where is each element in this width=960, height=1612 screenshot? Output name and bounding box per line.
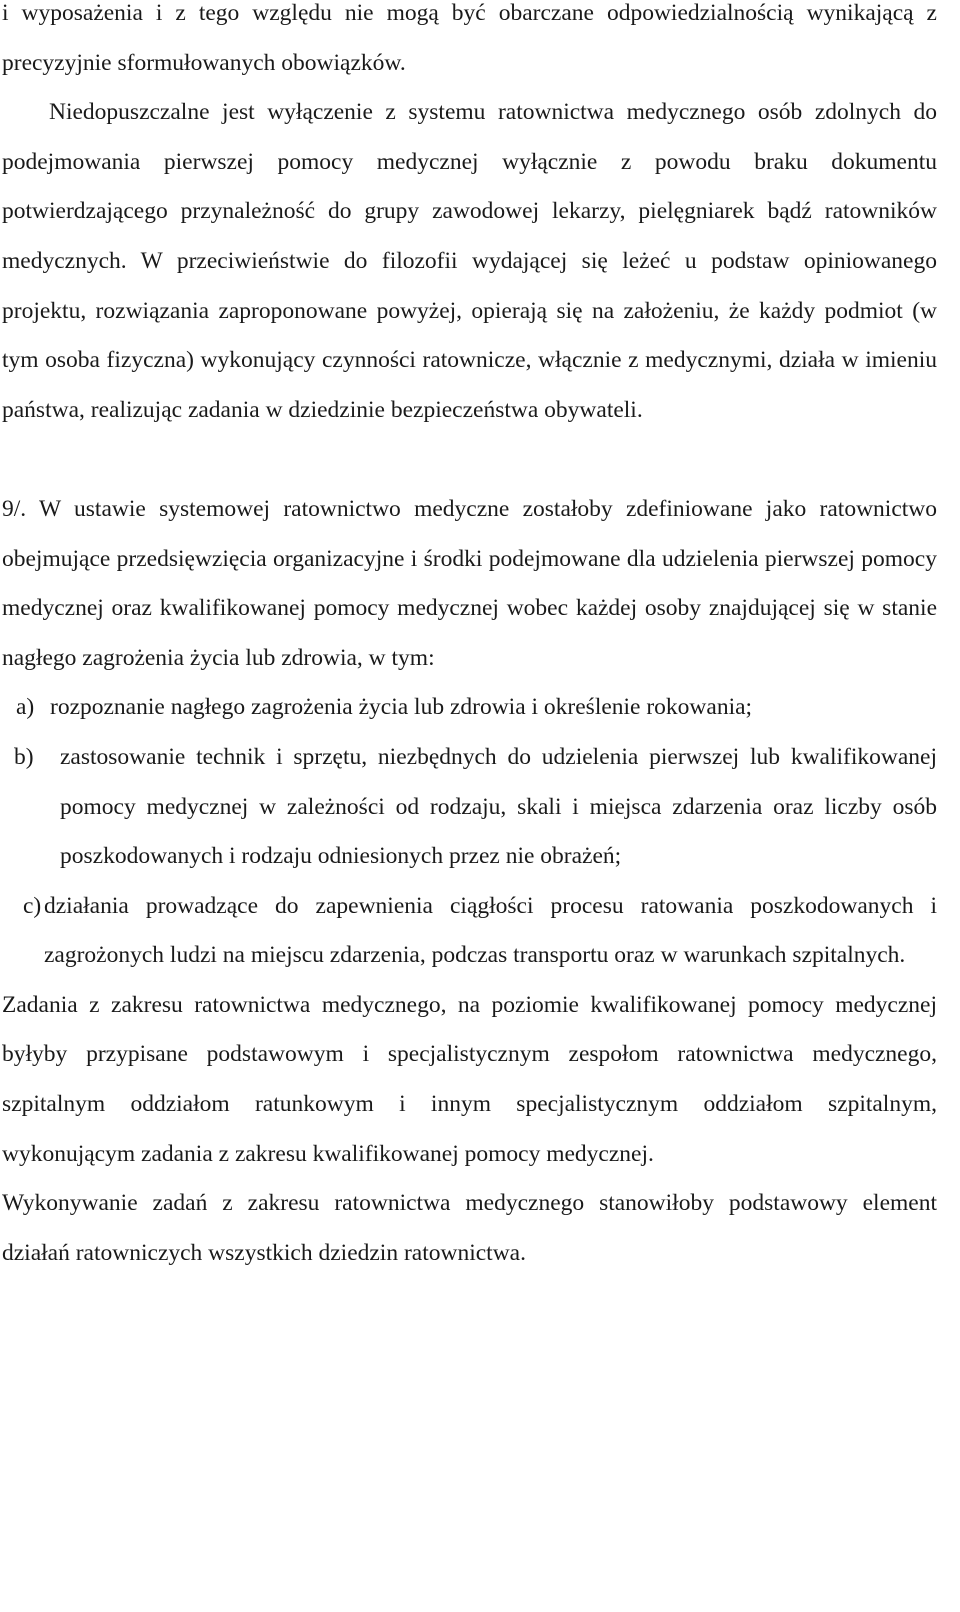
list-item-c [2, 882, 937, 981]
paragraph-tasks: Zadania z zakresu ratownictwa medycznego, na poziomie kwalifikowanej pomocy medycznej byłyby przypisane podstawowym i specjalistycznym zespołom ratownictwa medycznego, szpitalnym oddziałom ratunkowym i innym specjalistycznym oddziałom szpitalnym, wykonującym zadania z zakresu kwalifikowanej pomocy medycznej. [2, 991, 937, 1167]
list-marker: a) [16, 694, 35, 721]
list-item-text: działania prowadzące do zapewnienia ciągłości procesu ratowania poszkodowanych i zagrożonych ludzi na miejscu zdarzenia, podczas transportu oraz w warunkach szpitalnych. [44, 892, 937, 969]
paragraph-definition: 9/. W ustawie systemowej ratownictwo medyczne zostałoby zdefiniowane jako ratownictwo obejmujące przedsięwzięcia organizacyjne i środki podejmowane dla udzielenia pierwszej pomocy medycznej oraz kwalifikowanej pomocy medycznej wobec każdej osoby znajdującej się w stanie nagłego zagrożenia życia lub zdrowia, w tym: [2, 495, 937, 671]
list-marker: c) [23, 892, 42, 919]
list-item-a [2, 683, 937, 733]
paragraph-core-element: Wykonywanie zadań z zakresu ratownictwa medycznego stanowiłoby podstawowy element działań ratowniczych wszystkich dziedzin ratownictwa. [2, 1190, 937, 1266]
paragraph-exclusion: Niedopuszczalne jest wyłączenie z systemu ratownictwa medycznego osób zdolnych do podejmowania pierwszej pomocy medycznej wyłącznie z powodu braku dokumentu potwierdzającego przynależność do grupy zawodowej lekarzy, pielęgniarek bądź ratowników medycznych. W przeciwieństwie do filozofii wydającej się leżeć u podstaw opiniowanego projektu, rozwiązania zaproponowane powyżej, opierają się na założeniu, że każdy podmiot (w tym osoba fizyczna) wykonujący czynności ratownicze, włącznie z medycznymi, działa w imieniu państwa, realizując zadania w dziedzinie bezpieczeństwa obywateli. [2, 99, 937, 423]
paragraph-gap [2, 435, 937, 485]
list-item-text: rozpoznanie nagłego zagrożenia życia lub zdrowia i określenie rokowania; [50, 694, 753, 721]
intro-paragraph: i wyposażenia i z tego względu nie mogą być obarczane odpowiedzialnością wynikającą z precyzyjnie sformułowanych obowiązków. [2, 0, 937, 76]
list-marker: b) [14, 743, 34, 770]
list-item-b [2, 733, 937, 882]
list-item-text: zastosowanie technik i sprzętu, niezbędnych do udzielenia pierwszej lub kwalifikowanej pomocy medycznej w zależności od rodzaju, skali i miejsca zdarzenia oraz liczby osób poszkodowanych i rodzaju odniesionych przez nie obrażeń; [60, 743, 937, 870]
